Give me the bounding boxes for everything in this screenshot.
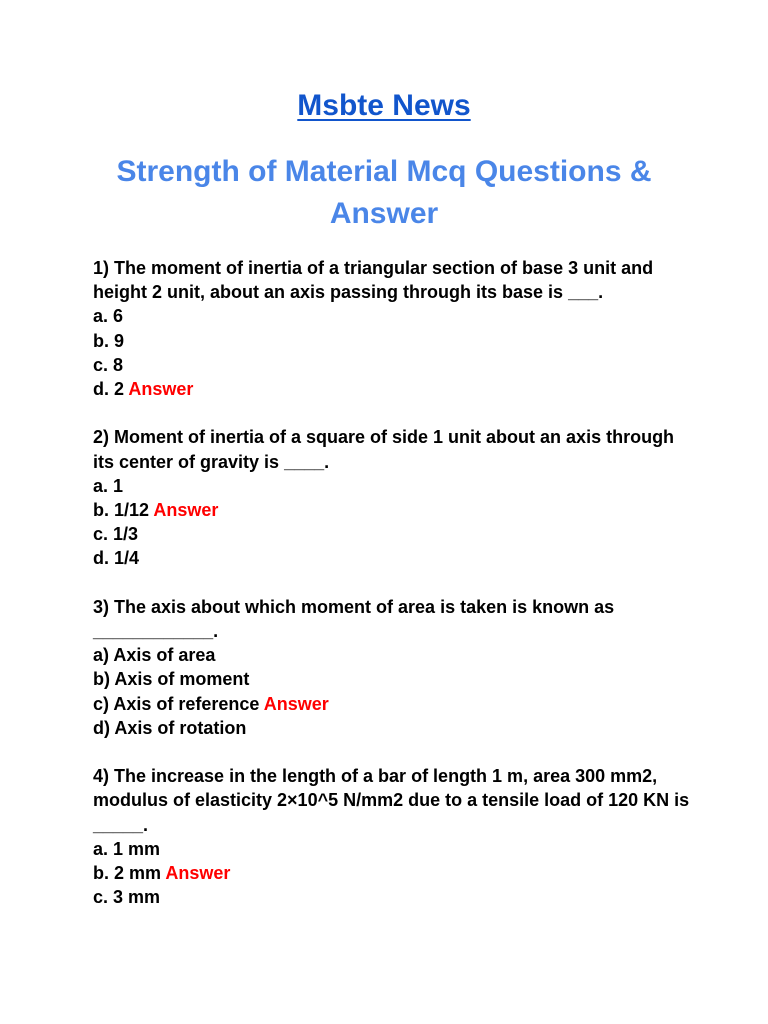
question-3 [93, 595, 693, 740]
option-b [93, 667, 693, 691]
question-text: 2) Moment of inertia of a square of side 1 unit about an axis through its center of gravity is ____. [93, 427, 675, 472]
option-label: a. 6 [93, 306, 124, 327]
option-b [93, 861, 693, 885]
option-label: a. 1 mm [93, 838, 161, 859]
document-title: Strength of Material Mcq Questions & Answer [116, 155, 652, 230]
option-label: d) Axis of rotation [93, 717, 247, 738]
option-label: c. 1/3 [93, 524, 139, 545]
option-label: b) Axis of moment [93, 669, 250, 690]
option-b [93, 498, 693, 522]
question-1 [93, 256, 693, 401]
option-label: c. 8 [93, 354, 124, 375]
question-text: 3) The axis about which moment of area is taken is known as ____________. [93, 596, 615, 642]
question-4 [93, 764, 693, 909]
option-d [93, 377, 693, 401]
option-d [93, 546, 693, 570]
answer-marker: Answer [263, 693, 329, 714]
option-label: d. 2 [93, 379, 125, 400]
option-a [93, 304, 693, 328]
option-label: c) Axis of reference [93, 693, 260, 714]
option-label: c. 3 mm [93, 887, 161, 908]
option-d [93, 716, 693, 740]
option-label: b. 9 [93, 330, 125, 351]
option-label: a) Axis of area [93, 645, 216, 666]
question-2 [93, 425, 693, 570]
question-list [93, 256, 693, 934]
answer-marker: Answer [165, 863, 231, 884]
option-c [93, 522, 693, 546]
option-c [93, 353, 693, 377]
option-a [93, 474, 693, 498]
option-c [93, 885, 693, 909]
question-text: 1) The moment of inertia of a triangular section of base 3 unit and height 2 unit, about an axis passing through its base is ___. [93, 258, 654, 303]
site-name-heading [0, 86, 768, 126]
option-a [93, 643, 693, 667]
option-c [93, 692, 693, 716]
answer-marker: Answer [128, 379, 194, 400]
option-label: a. 1 [93, 475, 124, 496]
site-name-link[interactable]: Msbte News [297, 89, 471, 122]
question-text: 4) The increase in the length of a bar of length 1 m, area 300 mm2, modulus of elasticity 2×10^5 N/mm2 due to a tensile load of 120 KN is _____. [93, 766, 690, 835]
answer-marker: Answer [153, 500, 219, 521]
option-label: b. 1/12 [93, 500, 150, 521]
option-label: d. 1/4 [93, 548, 140, 569]
option-a [93, 837, 693, 861]
option-b [93, 329, 693, 353]
option-label: b. 2 mm [93, 863, 162, 884]
